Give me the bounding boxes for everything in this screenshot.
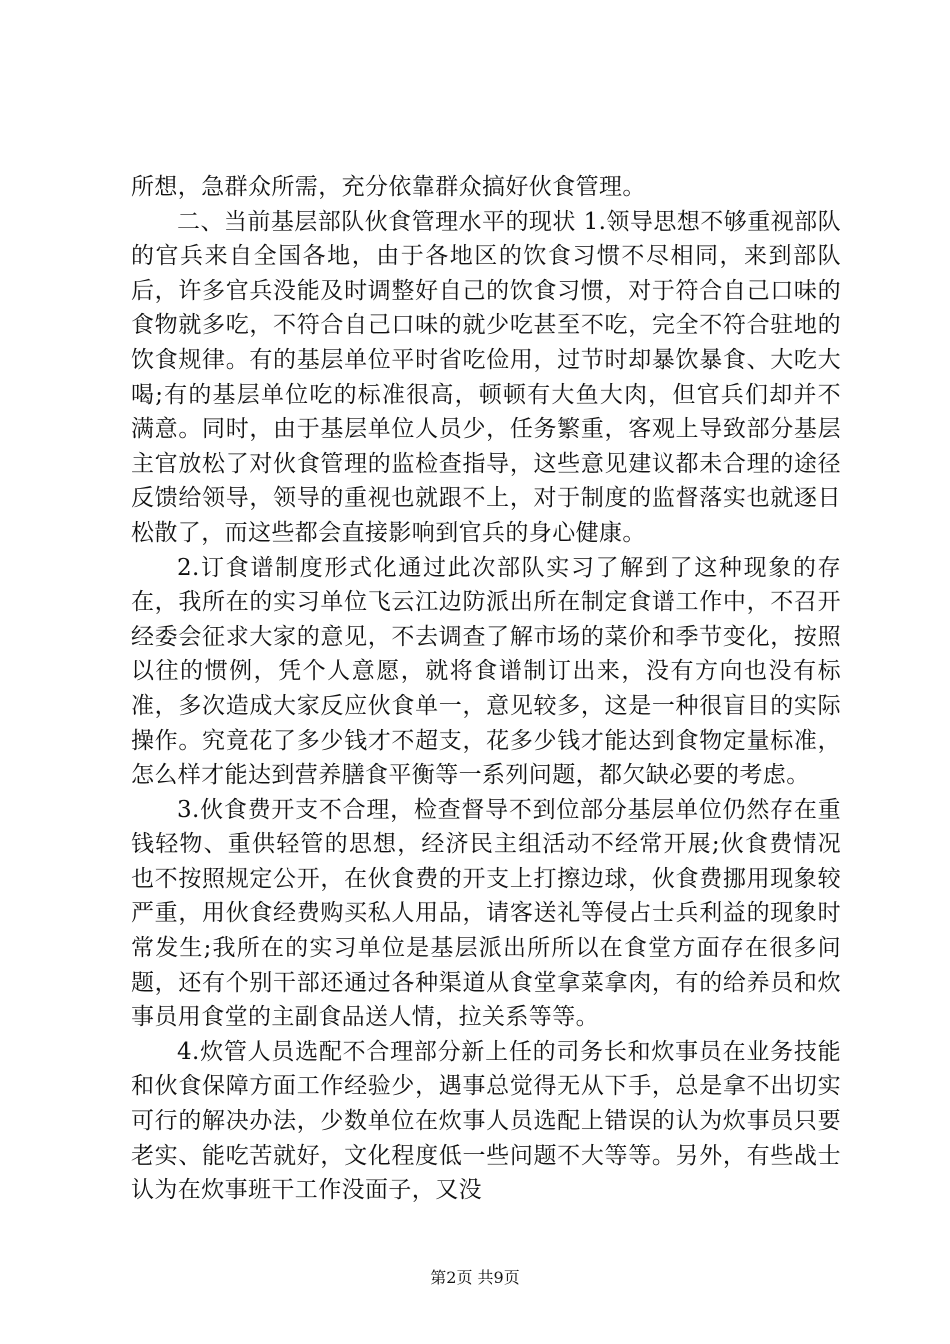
document-body <box>131 170 841 1208</box>
paragraph-point-four: 4.炊管人员选配不合理部分新上任的司务长和炊事员在业务技能和伙食保障方面工作经验少，遇事总觉得无从下手，总是拿不出切实可行的解决办法，少数单位在炊事人员选配上错误的认为炊事员只要老实、能吃苦就好，文化程度低一些问题不大等等。另外，有些战士认为在炊事班干工作没面子，又没 <box>131 1038 841 1204</box>
paragraph-point-two: 2.订食谱制度形式化通过此次部队实习了解到了这种现象的存在，我所在的实习单位飞云江边防派出所在制定食谱工作中，不召开经委会征求大家的意见，不去调查了解市场的菜价和季节变化，按照以往的惯例，凭个人意愿，就将食谱制订出来，没有方向也没有标准，多次造成大家反应伙食单一，意见较多，这是一种很盲目的实际操作。究竟花了多少钱才不超支，花多少钱才能达到食物定量标准，怎么样才能达到营养膳食平衡等一系列问题，都欠缺必要的考虑。 <box>131 554 841 789</box>
paragraph-point-three: 3.伙食费开支不合理，检查督导不到位部分基层单位仍然存在重钱轻物、重供轻管的思想，经济民主组活动不经常开展;伙食费情况也不按照规定公开，在伙食费的开支上打擦边球，伙食费挪用现象较严重，用伙食经费购买私人用品，请客送礼等侵占士兵利益的现象时常发生;我所在的实习单位是基层派出所所以在食堂方面存在很多问题，还有个别干部还通过各种渠道从食堂拿菜拿肉，有的给养员和炊事员用食堂的主副食品送人情，拉关系等等。 <box>131 796 841 1031</box>
page-number-footer: 第2页 共9页 <box>430 1268 520 1287</box>
paragraph-section-two: 二、当前基层部队伙食管理水平的现状 1.领导思想不够重视部队的官兵来自全国各地，由于各地区的饮食习惯不尽相同，来到部队后，许多官兵没能及时调整好自己的饮食习惯，对于符合自己口味的食物就多吃，不符合自己口味的就少吃甚至不吃，完全不符合驻地的饮食规律。有的基层单位平时省吃俭用，过节时却暴饮暴食、大吃大喝;有的基层单位吃的标准很高，顿顿有大鱼大肉，但官兵们却并不满意。同时，由于基层单位人员少，任务繁重，客观上导致部分基层主官放松了对伙食管理的监检查指导，这些意见建议都未合理的途径反馈给领导，领导的重视也就跟不上，对于制度的监督落实也就逐日松散了，而这些都会直接影响到官兵的身心健康。 <box>131 208 841 546</box>
paragraph-continuation: 所想，急群众所需，充分依靠群众搞好伙食管理。 <box>131 174 646 200</box>
